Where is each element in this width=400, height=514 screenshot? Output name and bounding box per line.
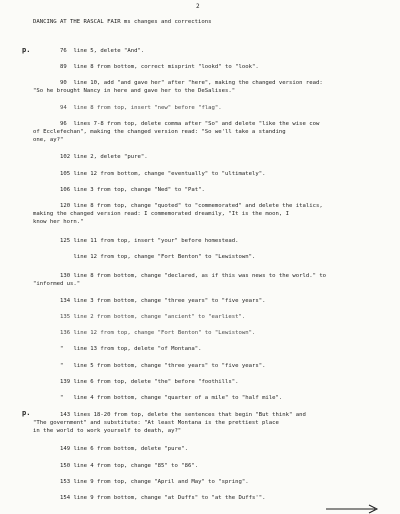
correction-entry-continued: "So he brought Nancy in here and gave her to the DeSalises." [33, 88, 236, 94]
correction-entry: " line 13 from top, delete "of Montana". [60, 346, 202, 352]
correction-entry: 76 line 5, delete "And". [60, 48, 145, 54]
correction-entry: 143 lines 18-20 from top, delete the sentences that begin "But think" and [60, 412, 306, 418]
correction-entry: 120 line 8 from top, change "quoted" to "commemorated" and delete the italics, [60, 203, 323, 209]
correction-entry: 105 line 12 from bottom, change "eventually" to "ultimately". [60, 171, 266, 177]
correction-entry: 150 line 4 from top, change "85" to "86". [60, 463, 199, 469]
correction-entry: 135 line 2 from bottom, change "ancient" to "earliest". [60, 314, 246, 320]
correction-entry: line 12 from top, change "Fort Benton" to "Lewistown". [60, 254, 256, 260]
page-reference-mark: p. [22, 409, 31, 417]
correction-entry: 106 line 3 from top, change "Ned" to "Pat". [60, 187, 205, 193]
correction-entry: 149 line 6 from bottom, delete "pure". [60, 446, 188, 452]
correction-entry: 89 line 8 from bottom, correct misprint "lookd" to "look". [60, 64, 259, 70]
correction-entry: 94 line 8 from top, insert "new" before "flag". [60, 105, 222, 111]
correction-entry: 153 line 9 from top, change "April and May" to "spring". [60, 479, 249, 485]
correction-entry: 102 line 2, delete "pure". [60, 154, 148, 160]
correction-entry: " line 4 from bottom, change "quarter of a mile" to "half mile". [60, 395, 283, 401]
correction-entry: 96 lines 7-8 from top, delete comma after "So" and delete "like the wise cow [60, 121, 320, 127]
correction-entry: 90 line 10, add "and gave her" after "here", making the changed version read: [60, 80, 323, 86]
correction-entry-continued: making the changed version read: I commemorated dreamily, "It is the moon, I [33, 211, 289, 217]
correction-entry-continued: in the world to work yourself to death, ay?" [33, 428, 182, 434]
correction-entry: 130 line 8 from bottom, change "declared, as if this was news to the world." to [60, 273, 327, 279]
correction-entry: 136 line 12 from top, change "Fort Benton" to "Lewistown". [60, 330, 256, 336]
correction-entry-continued: know her horn." [33, 219, 84, 225]
correction-entry: 134 line 3 from bottom, change "three years" to "five years". [60, 298, 266, 304]
correction-entry: 125 line 11 from top, insert "your" before homestead. [60, 238, 239, 244]
correction-entry: " line 5 from bottom, change "three years" to "five years". [60, 363, 266, 369]
correction-entry: 139 line 6 from top, delete "the" before "foothills". [60, 379, 239, 385]
correction-entry-continued: "The government" and substitute: "At least Montana is the prettiest place [33, 420, 279, 426]
document-heading: DANCING AT THE RASCAL FAIR ms changes and corrections [33, 19, 212, 25]
page-reference-mark: p. [22, 46, 31, 54]
correction-entry: 154 line 9 from bottom, change "at Duffs" to "at the Duffs'". [60, 495, 266, 501]
correction-entry-continued: of Ecclefechan", making the changed version read: "So we'll take a standing [33, 129, 286, 135]
arrow-right-icon [325, 504, 380, 514]
page-number: 2 [196, 3, 200, 10]
correction-entry-continued: "informed us." [33, 281, 81, 287]
correction-entry-continued: one, ay?" [33, 137, 64, 143]
